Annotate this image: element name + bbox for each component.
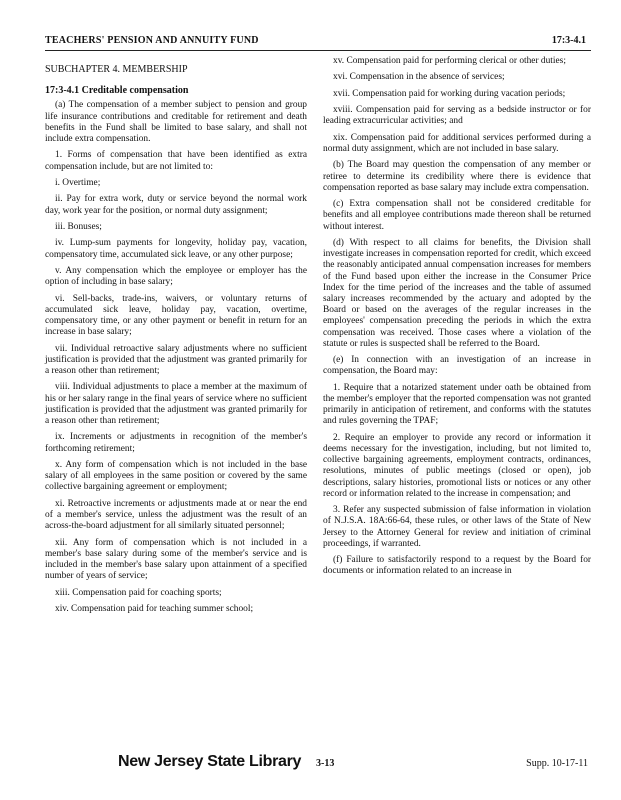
paragraph: xv. Compensation paid for performing clerical or other duties; <box>333 56 566 66</box>
paragraph: 3. Refer any suspected submission of false information in violation of N.J.S.A. 18A:66-64, these rules, or other laws of the State of New Jersey to the Attorney General for review and initiation of criminal proceedings, if warranted. <box>323 505 591 549</box>
paragraph: (c) Extra compensation shall not be considered creditable for benefits and all employee contributions made thereon shall be returned without interest. <box>323 199 591 232</box>
paragraph: v. Any compensation which the employee or employer has the option of including in base salary; <box>45 265 307 288</box>
paragraph: vii. Individual retroactive salary adjustments where no sufficient justification is provided that the adjustment was granted primarily for a reason other than retirement; <box>45 343 307 376</box>
paragraph: ii. Pay for extra work, duty or service beyond the normal work day, work year for the position, or normal duty assignment; <box>45 194 307 216</box>
paragraph: (f) Failure to satisfactorily respond to a request by the Board for documents or information related to an increase in <box>323 555 591 577</box>
paragraph: xiii. Compensation paid for coaching sports; <box>55 587 222 598</box>
paragraph: xi. Retroactive increments or adjustments made at or near the end of a member's service, unless the adjustment was the result of an across-the-board adjustment for all similarly situated personnel; <box>45 498 307 532</box>
paragraph: xix. Compensation paid for additional services performed during a normal duty assignment, which are not included in base salary. <box>323 132 591 154</box>
paragraph: (e) In connection with an investigation of an increase in compensation, the Board may: <box>323 355 591 377</box>
paragraph: (d) With respect to all claims for benefits, the Division shall investigate increases in compensation reported for credit, which exceed the reasonably anticipated annual compensation increases for members of the Fund based upon either the increase in the Consumer Price Index for the time period of the increases and the table of assumed salary increases recommended by the actuary and adopted by the Board or based on the averages of the regular increases in the employees' compensation preceding the periods in which the extra compensation was received. Those cases where a violation of the statute or rules is suspected shall be referred to the Board. <box>323 237 591 349</box>
paragraph: x. Any form of compensation which is not included in the base salary of all employees in the same position or covered by the same collective bargaining agreement or employment; <box>45 459 307 493</box>
paragraph: 1. Require that a notarized statement under oath be obtained from the member's employer that the reported compensation was not granted primarily in anticipation of retirement, and conforms with the statutes and rules governing the TPAF; <box>323 382 591 427</box>
paragraph: 2. Require an employer to provide any record or information it deems necessary for the investigation, including, but not limited to, collective bargaining agreements, employment contracts, ordinances, resolutions, minutes of public meetings (closed or open), job descriptions, salary histories, promotional lists or notices or any other record or information related to the increase in compensation; and <box>323 432 591 499</box>
right-column <box>323 56 591 583</box>
left-column <box>45 56 307 620</box>
library-name: New Jersey State Library <box>118 753 302 770</box>
paragraph: i. Overtime; <box>55 178 101 188</box>
page-number: 3-13 <box>316 758 335 769</box>
paragraph: xii. Any form of compensation which is not included in a member's base salary during some of the member's service and is included in the member's base salary upon attainment of a specified number of years of service; <box>45 537 307 582</box>
paragraph: xvi. Compensation in the absence of services; <box>333 72 505 83</box>
paragraph: (b) The Board may question the compensation of any member or retiree to determine its credibility where there is evidence that compensation reported as base salary may include extra compensation. <box>323 160 591 193</box>
running-header-title: TEACHERS' PENSION AND ANNUITY FUND <box>45 35 259 46</box>
supplement-date: Supp. 10-17-11 <box>526 758 588 769</box>
paragraph: vi. Sell-backs, trade-ins, waivers, or voluntary returns of accumulated sick leave, holiday pay, vacation, overtime, compensatory time, or any other payment or benefit in return for an increase in base salary; <box>45 293 307 338</box>
paragraph: iv. Lump-sum payments for longevity, holiday pay, vacation, compensatory time, accumulated sick leave, or any other purpose; <box>45 238 307 260</box>
running-header-section: 17:3-4.1 <box>551 35 586 46</box>
header-rule <box>45 50 591 51</box>
paragraph: xvii. Compensation paid for working during vacation periods; <box>333 88 566 99</box>
paragraph: iii. Bonuses; <box>55 221 102 232</box>
subchapter-heading: SUBCHAPTER 4. MEMBERSHIP <box>45 64 188 75</box>
section-heading: 17:3-4.1 Creditable compensation <box>45 85 189 97</box>
paragraph: viii. Individual adjustments to place a member at the maximum of his or her salary range in the final years of service where no sufficient justification is provided that the adjustment was granted primarily for a reason other than retirement; <box>45 382 307 426</box>
paragraph: (a) The compensation of a member subject to pension and group life insurance contributions and creditable for retirement and death benefits in the Fund shall be limited to base salary, and shall not include extra compensation. <box>45 100 307 145</box>
paragraph: xiv. Compensation paid for teaching summer school; <box>55 603 254 614</box>
paragraph: ix. Increments or adjustments in recognition of the member's forthcoming retirement; <box>45 432 307 454</box>
paragraph: xviii. Compensation paid for serving as a bedside instructor or for leading extracurricular activities; and <box>323 105 591 127</box>
paragraph: 1. Forms of compensation that have been identified as extra compensation include, but are not limited to: <box>45 150 307 172</box>
